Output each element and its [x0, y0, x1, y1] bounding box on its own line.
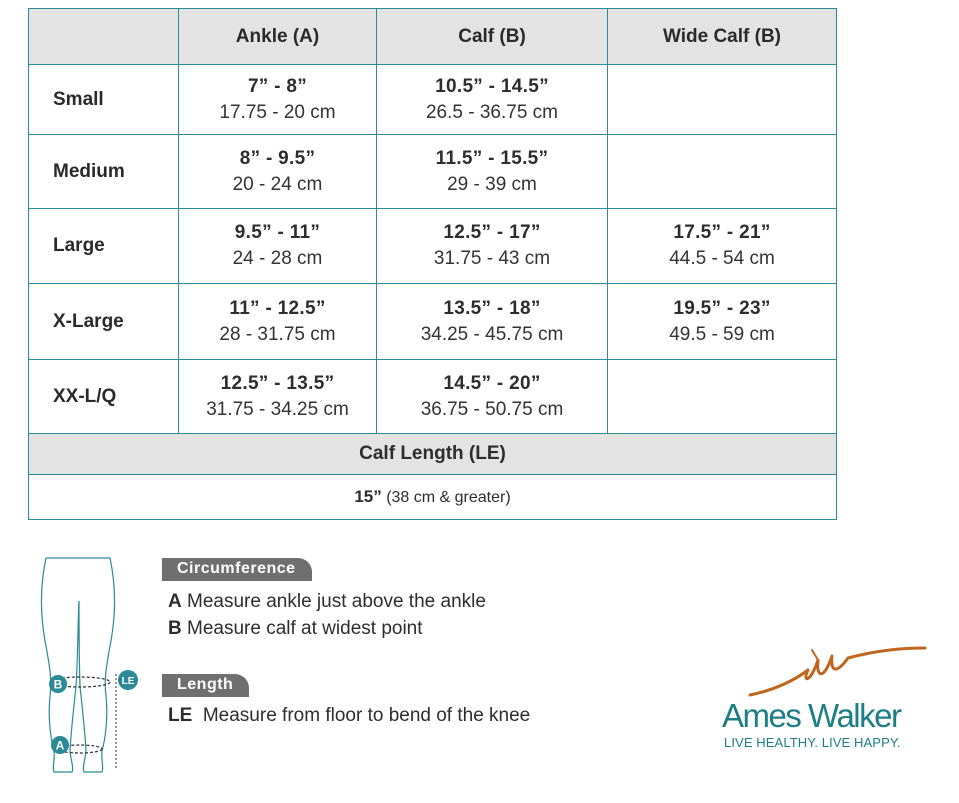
table-header-row: [29, 9, 837, 65]
ankle-cm: 20 - 24 cm: [232, 173, 323, 195]
ankle-cell: [179, 65, 377, 135]
calf-cell: [377, 209, 608, 284]
marker-le-icon: [118, 670, 138, 690]
legend-text-le: Measure from floor to bend of the knee: [202, 705, 531, 726]
legend-line-b: [162, 618, 642, 639]
calf-cm: 26.5 - 36.75 cm: [425, 101, 559, 123]
measurement-legend: [162, 558, 642, 726]
legend-key-le: LE: [168, 705, 193, 726]
marker-b-icon: [49, 675, 67, 693]
legend-line-le: [162, 705, 642, 726]
wide-calf-cell: [608, 135, 837, 209]
header-cell-empty: [29, 9, 179, 65]
wide-calf-cell: [608, 65, 837, 135]
length-title: Length: [162, 674, 249, 697]
calf-length-header-row: [29, 434, 837, 475]
calf-length-inches: 15”: [354, 487, 382, 506]
ankle-cell: [179, 284, 377, 360]
ankle-inches: 11” - 12.5”: [229, 297, 326, 319]
ankle-inches: 9.5” - 11”: [234, 222, 321, 243]
marker-le-label: LE: [121, 676, 135, 687]
calf-cm: 34.25 - 45.75 cm: [420, 323, 564, 345]
calf-cm: 29 - 39 cm: [447, 173, 537, 195]
table-row: [29, 209, 837, 284]
ankle-inches: 8” - 9.5”: [239, 147, 316, 169]
calf-cm: 31.75 - 43 cm: [433, 248, 551, 269]
calf-inches: 12.5” - 17”: [443, 222, 541, 243]
ankle-cm: 24 - 28 cm: [232, 248, 323, 269]
calf-inches: 10.5” - 14.5”: [435, 75, 549, 97]
calf-inches: 14.5” - 20”: [443, 372, 541, 394]
legend-key-a: A: [168, 591, 182, 612]
calf-cm: 36.75 - 50.75 cm: [420, 398, 564, 420]
calf-inches: 11.5” - 15.5”: [435, 147, 549, 169]
legend-line-a: [162, 591, 642, 612]
brand-name: Ames Walker: [722, 697, 901, 734]
legend-key-b: B: [168, 618, 182, 639]
wide-calf-cell: [608, 284, 837, 360]
wide-calf-inches: 19.5” - 23”: [673, 297, 771, 319]
wide-calf-cm: 49.5 - 59 cm: [669, 323, 775, 345]
marker-b-label: B: [53, 677, 63, 692]
table-row: [29, 135, 837, 209]
brand-tagline: LIVE HEALTHY. LIVE HAPPY.: [724, 735, 901, 750]
ankle-cell: [179, 209, 377, 284]
calf-length-header: Calf Length (LE): [29, 434, 837, 475]
ankle-inches: 7” - 8”: [247, 75, 308, 97]
wide-calf-cell: [608, 209, 837, 284]
ankle-cm: 17.75 - 20 cm: [219, 101, 336, 123]
table-row: [29, 284, 837, 360]
size-label: Small: [29, 65, 179, 135]
calf-cell: [377, 360, 608, 434]
size-label: Large: [29, 209, 179, 284]
ankle-cell: [179, 135, 377, 209]
wide-calf-cell: [608, 360, 837, 434]
ankle-cm: 28 - 31.75 cm: [219, 323, 336, 345]
marker-a-icon: [51, 736, 69, 754]
size-label: X-Large: [29, 284, 179, 360]
legend-text-b: Measure calf at widest point: [187, 618, 423, 639]
size-label: Medium: [29, 135, 179, 209]
calf-cell: [377, 135, 608, 209]
size-chart-table: [28, 8, 837, 520]
calf-length-value: [29, 475, 837, 520]
marker-a-label: A: [55, 738, 65, 753]
header-wide-calf: Wide Calf (B): [608, 9, 837, 65]
ankle-cell: [179, 360, 377, 434]
legend-text-a: Measure ankle just above the ankle: [187, 591, 486, 612]
table-row: [29, 360, 837, 434]
calf-length-value-row: [29, 475, 837, 520]
calf-cell: [377, 284, 608, 360]
wide-calf-inches: 17.5” - 21”: [673, 222, 771, 243]
header-ankle: Ankle (A): [179, 9, 377, 65]
length-block: [162, 674, 642, 726]
circumference-title: Circumference: [162, 558, 312, 581]
calf-inches: 13.5” - 18”: [443, 297, 541, 319]
leg-diagram-icon: [38, 556, 150, 778]
size-label: XX-L/Q: [29, 360, 179, 434]
ankle-inches: 12.5” - 13.5”: [220, 372, 335, 394]
ankle-cm: 31.75 - 34.25 cm: [206, 398, 349, 420]
calf-length-cm: (38 cm & greater): [386, 489, 511, 506]
calf-cell: [377, 65, 608, 135]
header-calf: Calf (B): [377, 9, 608, 65]
table-row: [29, 65, 837, 135]
wide-calf-cm: 44.5 - 54 cm: [669, 248, 775, 269]
